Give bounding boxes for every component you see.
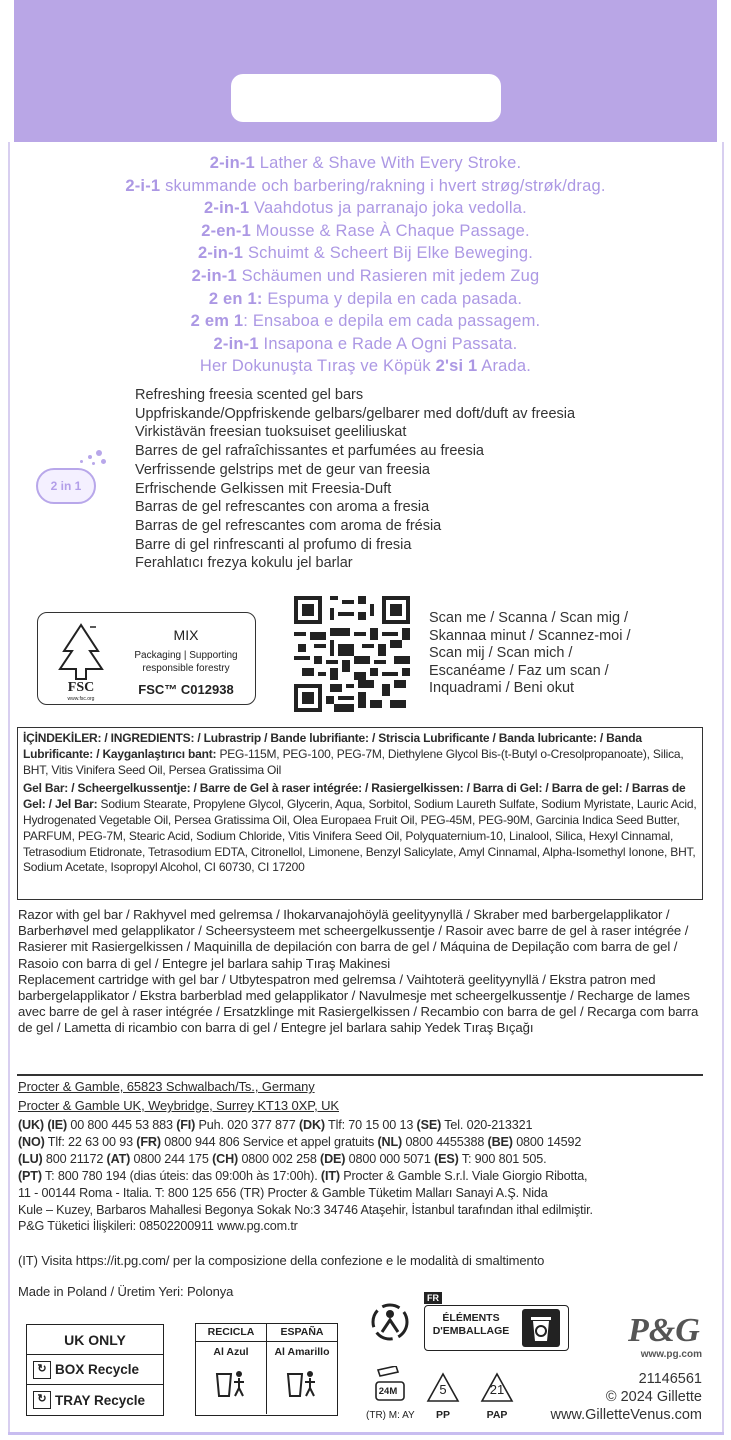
svg-text:www.fsc.org: www.fsc.org (67, 696, 95, 701)
pp-number: 5 (439, 1382, 447, 1397)
divider (17, 1074, 703, 1076)
pap-label: PAP (486, 1409, 508, 1421)
headline-line: Her Dokunuşta Tıraş ve Köpük 2'si 1 Arada. (199, 357, 532, 376)
scan-instructions (429, 610, 631, 698)
feature-line: Refreshing freesia scented gel bars (135, 387, 364, 403)
uk-only-title: UK ONLY (27, 1325, 163, 1355)
features-list (135, 386, 575, 573)
feature-line: Barre di gel rinfrescanti al profumo di fresia (135, 536, 412, 553)
headline-line: 2-en-1 Mousse & Rase À Chaque Passage. (201, 221, 530, 240)
recycle-arrow-icon: ↻ (33, 1361, 51, 1379)
pap-number: 21 (489, 1382, 505, 1397)
contact-line: (PT) T: 800 780 194 (dias úteis: das 09:00h às 17:00h). (IT) Procter & Gamble S.r.l. Viale Giorgio Ribotta, (18, 1168, 588, 1183)
headline-block (0, 152, 731, 378)
feature-line: Barres de gel rafraîchissantes et parfumées au freesia (135, 443, 484, 460)
bin-person-icon (285, 1368, 319, 1398)
address-germany: Procter & Gamble, 65823 Schwalbach/Ts., Germany (18, 1079, 315, 1094)
headline-line: 2 en 1: Espuma y depila en cada pasada. (208, 289, 523, 308)
box-recycle-row: ↻ BOX Recycle (27, 1355, 163, 1385)
feature-line: Barras de gel refrescantes com aroma de frésia (135, 517, 442, 534)
espana-label: ESPAÑA (280, 1326, 324, 1338)
yellow-bin-cell: Al Amarillo (267, 1342, 337, 1414)
fsc-license-code: FSC™ C012938 (138, 682, 234, 697)
spain-recycle-box (195, 1323, 338, 1416)
hang-hole (231, 74, 501, 122)
product-code: 21146561 (638, 1371, 702, 1387)
ingredients-gel-bar: Gel Bar: / Scheergelkussentje: / Barre de Gel à raser intégrée: / Rasiergelkissen: / Barra di Gel: / Barra de gel: / Barras de Gel: / Jel Bar: Sodium Stearate, Propylene Glycol, Glycerin, Aqua, Sorbitol, Sodium Laureth Sulfate, Sodium Myristate, Lauric Acid, Hydrogenated Vegetable Oil, Persea Gratissima Oil, Olea Europaea Fruit Oil, PEG-45M, PEG-90M, Garcinia Indica Seed Butter, PARFUM, PEG-7M, Stearic Acid, Sodium Chloride, Vitis Vinifera Seed Oil, Polyquaternium-10, Linalool, Silica, Hexyl Cinnamal, Tetrasodium Etidronate, Tetrasodium EDTA, Citronellol, Limonene, Benzyl Salicylate, Amyl Cinnamal, Alpha-Isomethyl Ionone, BHT, Sodium Acetate, Isopropyl Alcohol, CI 60730, CI 17200 (23, 781, 697, 875)
contact-line: (LU) 800 21172 (AT) 0800 244 175 (CH) 0800 002 258 (DE) 0800 000 5071 (ES) T: 900 801 505. (18, 1151, 547, 1166)
razor-description: Razor with gel bar / Rakhyvel med gelremsa / Ihokarvanajohöylä geelityynyllä / Skraber med barbergelapplikator / Barberhøvel med gelapplikator / Scheersysteem met scheergelkussentje / Rasoir avec barre de gel à raser intégrée / Rasierer mit Rasiergelkissen / Maquinilla de depilación con barra de gel / Máquina de Depilação com barra de gel / Rasoio con barra di gel / Entegre jel barlara sahip Tıraş Makinesi (18, 907, 689, 971)
fr-tag: FR (424, 1292, 442, 1304)
qr-code[interactable] (294, 596, 410, 712)
scan-line: Inquadrami / Beni okut (429, 680, 575, 697)
fsc-tree-icon (50, 621, 112, 701)
contact-line: (NO) Tlf: 22 63 00 93 (FR) 0800 944 806 Service et appel gratuits (NL) 0800 4455388 (BE) 0800 14592 (18, 1134, 582, 1149)
contact-line: 11 - 00144 Roma - Italia. T: 800 125 656 (TR) Procter & Gamble Tüketim Malları Sanayi A.Ş. Nida (18, 1185, 548, 1200)
fr-elements-text: ÉLÉMENTS D'EMBALLAGE (432, 1312, 510, 1337)
contact-line: Kule – Kuzey, Barbaros Mahallesi Begonya Sokak No:3 34746 Ataşehir, İstanbul tarafından ithal edilmiştir. (18, 1202, 593, 1217)
blue-bin-cell: Al Azul (196, 1342, 267, 1414)
address-uk: Procter & Gamble UK, Weybridge, Surrey KT13 0XP, UK (18, 1098, 339, 1113)
made-in-label: Made in Poland / Üretim Yeri: Polonya (18, 1284, 234, 1299)
italy-disposal-note: (IT) Visita https://it.pg.com/ per la composizione della confezione e le modalità di smaltimento (18, 1253, 545, 1268)
headline-line: 2-in-1 Vaahdotus ja parranajo joka vedolla. (204, 199, 527, 218)
feature-line: Erfrischende Gelkissen mit Freesia-Duft (135, 480, 392, 497)
ingredients-box (17, 727, 703, 900)
jar-pao-icon (372, 1366, 406, 1404)
recicla-label: RECICLA (196, 1324, 267, 1341)
feature-line: Verfrissende gelstrips met de geur van freesia (135, 461, 430, 478)
scan-line: Scan mij / Scan mich / (429, 645, 573, 662)
headline-line: 2 em 1: Ensaboa e depila em cada passagem. (190, 312, 541, 331)
fsc-packaging-text: Packaging | Supporting responsible forestry (134, 650, 238, 674)
bubbles-icon (70, 450, 110, 470)
gillette-site[interactable]: www.GilletteVenus.com (550, 1407, 702, 1423)
product-description (18, 907, 708, 1037)
recycle-arrow-icon: ↻ (33, 1391, 51, 1409)
feature-line: Barras de gel refrescantes con aroma a fresia (135, 499, 430, 516)
pao-note: (TR) M: AY (366, 1410, 415, 1421)
material-codes (366, 1366, 516, 1424)
feature-line: Ferahlatıcı frezya kokulu jel barlar (135, 555, 353, 572)
french-sorting-info (424, 1292, 569, 1352)
headline-line: 2-in-1 Lather & Shave With Every Stroke. (209, 154, 522, 172)
svg-text:FSC: FSC (67, 680, 95, 695)
recycle-bin-icon (522, 1309, 560, 1347)
brand-block (520, 1370, 702, 1424)
pp-label: PP (435, 1409, 450, 1421)
pg-url[interactable]: www.pg.com (640, 1349, 702, 1360)
headline-line: 2-in-1 Insapona e Rade A Ogni Passata. (213, 334, 518, 353)
scan-line: Scan me / Scanna / Scan mig / (429, 610, 629, 626)
contact-line: P&G Tüketici İlişkileri: 08502200911 www.pg.com.tr (18, 1219, 298, 1234)
feature-line: Uppfriskande/Oppfriskende gelbars/gelbarer med doft/duft av freesia (135, 405, 576, 422)
scan-line: Skannaa minut / Scannez-moi / (429, 627, 631, 644)
tray-recycle-row: ↻ TRAY Recycle (27, 1385, 163, 1415)
cartridge-description: Replacement cartridge with gel bar / Utbytespatron med gelremsa / Vaihtoterä geelityynyllä / Ekstra patron med barbergelapplikator / Ekstra barberblad med gelapplikator / Navulmesje met scheergelkussentje / Recharge de lames avec barre de gel à raser intégrée / Ersatzklinge mit Rasiergelkissen / Recambio con barra de gel / Recarga com barra de gel / Lametta di ricambio con barra di gel / Entegre jel barlara sahip Yedek Tıraş Bıçağı (18, 971, 699, 1036)
headline-line: 2-in-1 Schuimt & Scheert Bij Elke Beweging. (197, 244, 534, 263)
pao-label: 24M (378, 1386, 398, 1397)
bin-person-icon (214, 1368, 248, 1398)
ingredients-lubrastrip: İÇİNDEKİLER: / INGREDIENTS: / Lubrastrip / Bande lubrifiante: / Striscia Lubrificante / Banda lubricante: / Banda Lubrificante: / Kayganlaştırıcı bant: PEG-115M, PEG-100, PEG-7M, Diethylene Glycol Bis-(t-Butyl o-Cresolpropanoate), Silica, BHT, Vitis Vinifera Seed Oil, Persea Gratissima Oil (23, 731, 684, 777)
contact-numbers (18, 1117, 708, 1235)
copyright: © 2024 Gillette (605, 1389, 702, 1405)
headline-line: 2-i-1 skummande och barbering/rakning i hvert strøg/strøk/drag. (125, 176, 606, 195)
fsc-mix-label: MIX (173, 627, 199, 643)
two-in-one-badge: 2 in 1 (36, 468, 96, 504)
pg-logo: P&G (628, 1312, 700, 1349)
triman-icon (370, 1302, 410, 1342)
feature-line: Virkistävän freesian tuoksuiset geeliliuskat (135, 424, 407, 441)
contact-line: (UK) (IE) 00 800 445 53 883 (FI) Puh. 020 377 877 (DK) Tlf: 70 15 00 13 (SE) Tel. 020-213321 (18, 1118, 533, 1132)
bottom-edge (8, 1432, 724, 1435)
uk-recycle-box (26, 1324, 164, 1416)
headline-line: 2-in-1 Schäumen und Rasieren mit jedem Zug (191, 266, 540, 285)
fsc-logo-box (37, 612, 256, 705)
scan-line: Escanéame / Faz um scan / (429, 662, 609, 679)
